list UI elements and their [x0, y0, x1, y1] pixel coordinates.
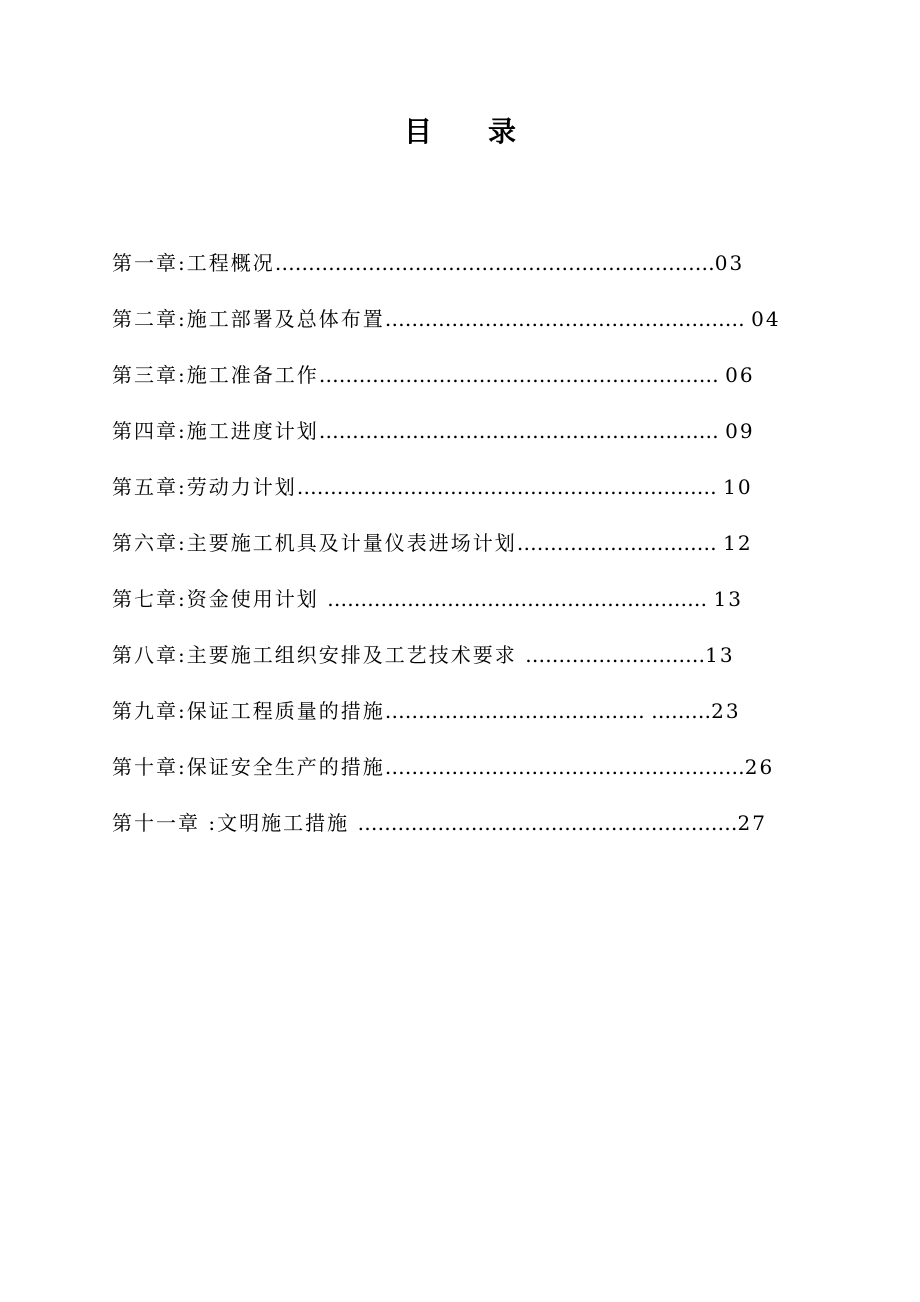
toc-entry-4	[112, 416, 792, 472]
toc-chapter-title: 工程概况	[186, 251, 275, 275]
toc-chapter-label: 第九章:	[112, 699, 187, 723]
toc-leader-dots: …………………………………………………	[357, 811, 738, 835]
toc-entry-9	[112, 696, 792, 752]
toc-chapter-title: 施工进度计划	[186, 419, 319, 443]
toc-leader-dots: …………………………………………………………	[274, 251, 715, 275]
toc-chapter-label: 第十一章 :	[112, 811, 218, 835]
toc-chapter-label: 第三章:	[112, 363, 187, 387]
toc-entry-7	[112, 584, 792, 640]
page-title-char-2: 录	[488, 115, 517, 148]
toc-chapter-title: 保证安全生产的措施	[186, 755, 385, 779]
toc-chapter-label: 第二章:	[112, 307, 187, 331]
toc-chapter-label: 第十章:	[112, 755, 187, 779]
toc-page-number: 09	[725, 419, 755, 443]
toc-leader-dots: ………………………………………………	[384, 307, 752, 331]
toc-entry-6	[112, 528, 792, 584]
toc-chapter-label: 第七章:	[112, 587, 187, 611]
toc-page-number: 27	[737, 811, 767, 835]
toc-leader-dots: ………………………………………………	[384, 755, 745, 779]
toc-chapter-title: 劳动力计划	[186, 475, 297, 499]
toc-leader-dots: ………………………………… ………	[384, 699, 712, 723]
toc-page-number: 04	[751, 307, 781, 331]
toc-chapter-title: 主要施工机具及计量仪表进场计划	[186, 531, 517, 555]
toc-leader-dots: …………………………	[516, 531, 724, 555]
table-of-contents	[112, 248, 792, 864]
page-title-char-1: 目	[404, 115, 433, 148]
toc-entry-3	[112, 360, 792, 416]
page-title	[0, 112, 920, 152]
toc-page-number: 12	[723, 531, 753, 555]
toc-leader-dots: ……………………………………………………	[318, 363, 726, 387]
toc-chapter-label: 第六章:	[112, 531, 187, 555]
toc-chapter-title: 施工准备工作	[186, 363, 319, 387]
toc-leader-dots: ………………………………………………………	[296, 475, 724, 499]
toc-entry-2	[112, 304, 792, 360]
toc-chapter-title: 施工部署及总体布置	[186, 307, 385, 331]
toc-chapter-label: 第八章:	[112, 643, 187, 667]
toc-chapter-label: 第一章:	[112, 251, 187, 275]
toc-chapter-title: 文明施工措施	[217, 811, 358, 835]
toc-leader-dots: ………………………	[525, 643, 706, 667]
toc-chapter-title: 保证工程质量的措施	[186, 699, 385, 723]
toc-page-number: 26	[744, 755, 775, 779]
toc-page-number: 10	[723, 475, 753, 499]
toc-leader-dots: ……………………………………………………	[318, 419, 726, 443]
toc-entry-11	[112, 808, 792, 864]
toc-leader-dots: …………………………………………………	[327, 587, 714, 611]
toc-chapter-title: 资金使用计划	[186, 587, 328, 611]
toc-chapter-title: 主要施工组织安排及工艺技术要求	[186, 643, 526, 667]
toc-chapter-label: 第四章:	[112, 419, 187, 443]
toc-entry-10	[112, 752, 792, 808]
toc-entry-8	[112, 640, 792, 696]
toc-page-number: 03	[714, 251, 745, 275]
toc-page-number: 06	[725, 363, 755, 387]
toc-entry-5	[112, 472, 792, 528]
toc-chapter-label: 第五章:	[112, 475, 187, 499]
toc-page-number: 13	[713, 587, 743, 611]
toc-page-number: 13	[705, 643, 735, 667]
toc-page-number: 23	[711, 699, 741, 723]
toc-entry-1	[112, 248, 792, 304]
